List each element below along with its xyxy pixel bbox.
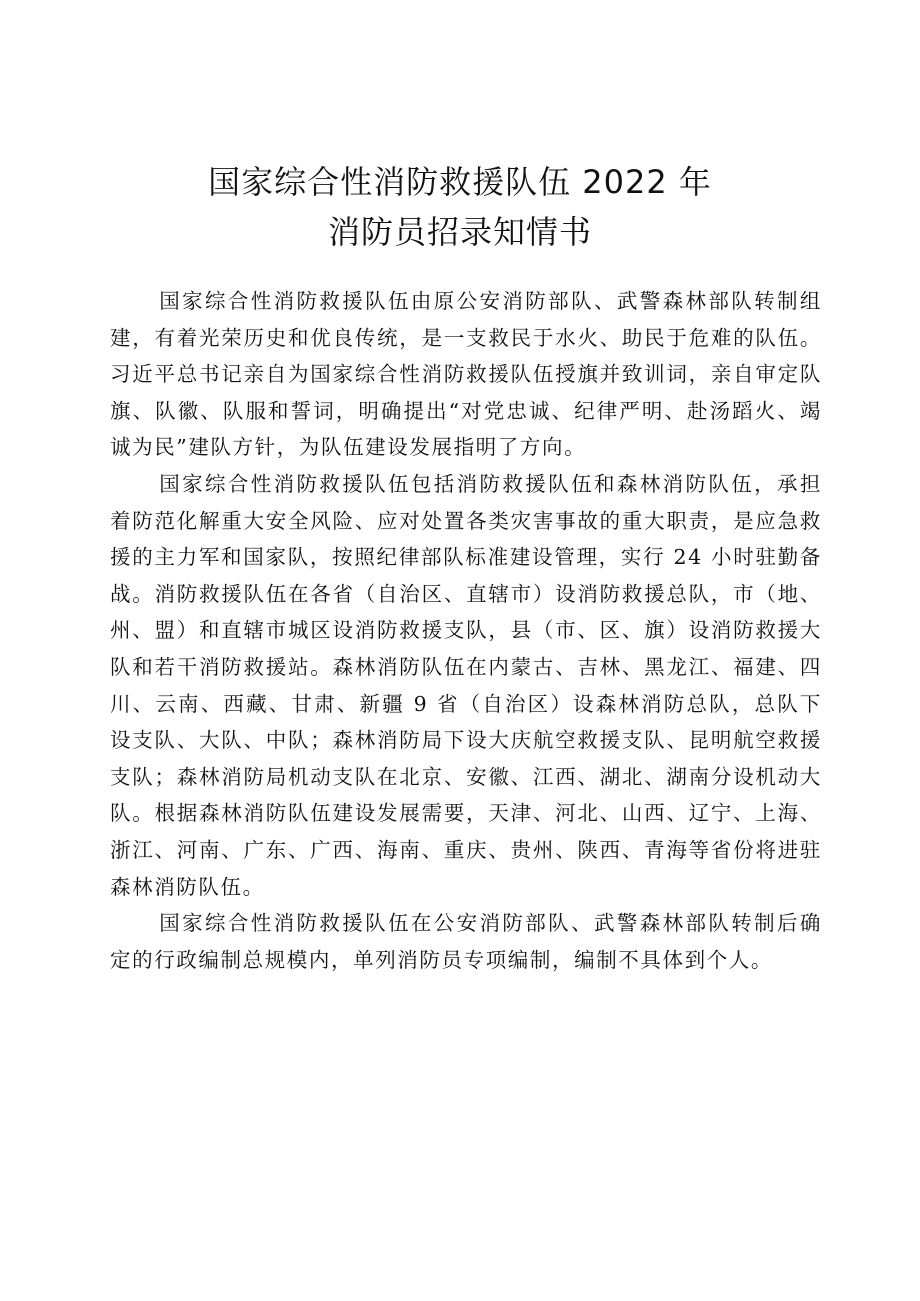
paragraph-2: 国家综合性消防救援队伍包括消防救援队伍和森林消防队伍，承担着防范化解重大安全风险、应对处置各类灾害事故的重大职责，是应急救援的主力军和国家队，按照纪律部队标准建设管理，实行 24 小时驻勤备战。消防救援队伍在各省（自治区、直辖市）设消防救援总队，市（地、州、盟）和直辖市城区设消防救援支队，县（市、区、旗）设消防救援大队和若干消防救援站。森林消防队伍在内蒙古、吉林、黑龙江、福建、四川、云南、西藏、甘肃、新疆 9 省（自治区）设森林消防总队，总队下设支队、大队、中队；森林消防局下设大庆航空救援支队、昆明航空救援支队；森林消防局机动支队在北京、安徽、江西、湖北、湖南分设机动大队。根据森林消防队伍建设发展需要，天津、河北、山西、辽宁、上海、浙江、河南、广东、广西、海南、重庆、贵州、陕西、青海等省份将进驻森林消防队伍。 <box>110 471 822 899</box>
paragraph-1: 国家综合性消防救援队伍由原公安消防部队、武警森林部队转制组建，有着光荣历史和优良传统，是一支救民于水火、助民于危难的队伍。习近平总书记亲自为国家综合性消防救援队伍授旗并致训词，亲自审定队旗、队徽、队服和誓词，明确提出“对党忠诚、纪律严明、赴汤蹈火、竭诚为民”建队方针，为队伍建设发展指明了方向。 <box>110 289 822 460</box>
document-body <box>110 283 822 978</box>
document-title-line-2: 消防员招录知情书 <box>327 213 592 251</box>
paragraph-3: 国家综合性消防救援队伍在公安消防部队、武警森林部队转制后确定的行政编制总规模内，单列消防员专项编制，编制不具体到个人。 <box>110 911 822 972</box>
document-title-line-1: 国家综合性消防救援队伍 2022 年 <box>208 163 712 201</box>
